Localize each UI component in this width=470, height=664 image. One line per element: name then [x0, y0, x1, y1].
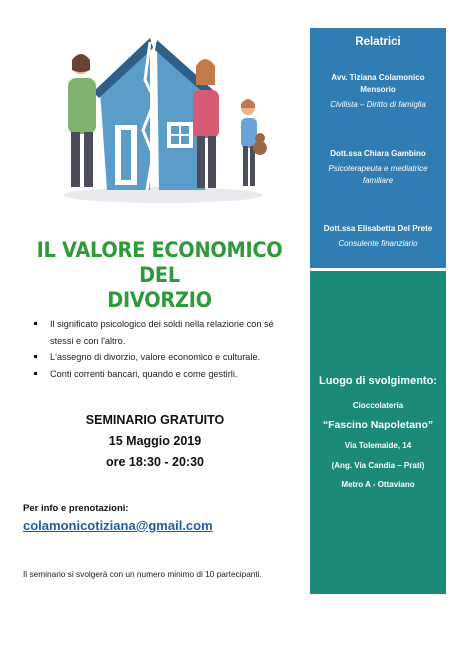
- list-item-text: Il significato psicologico dei soldi nella relazione con sé stessi e con l'altro.: [50, 319, 274, 346]
- broken-house-family-illustration: [55, 30, 275, 205]
- speaker-role: Civilista – Diritto di famiglia: [330, 100, 426, 109]
- seminar-time: ore 18:30 - 20:30: [106, 455, 204, 469]
- speaker-card: [310, 223, 446, 250]
- title-line: DIVORZIO: [107, 288, 212, 312]
- list-item-text: Conti correnti bancari, quando e come gestirli.: [50, 368, 238, 379]
- speaker-role: Consulente finanziario: [338, 239, 418, 248]
- speakers-heading: Relatrici: [355, 36, 401, 48]
- speakers-panel: [310, 28, 446, 268]
- venue-panel: [310, 271, 446, 594]
- list-item-text: L'assegno di divorzio, valore economico e culturale.: [50, 352, 261, 362]
- list-item: [32, 366, 294, 383]
- speaker-card: [310, 72, 446, 111]
- seminar-info: [40, 410, 270, 473]
- footnote: Il seminario si svolgerà con un numero minimo di 10 partecipanti.: [23, 569, 262, 579]
- seminar-type: SEMINARIO GRATUITO: [85, 413, 225, 427]
- seminar-date: 15 Maggio 2019: [108, 434, 202, 448]
- speaker-role: Psicoterapeuta e mediatrice: [328, 164, 428, 173]
- contact-label: Per info e prenotazioni:: [23, 503, 129, 514]
- venue-address: (Ang. Via Candia – Prati): [331, 461, 425, 470]
- list-item: [32, 316, 294, 349]
- contact-email-link[interactable]: colamonicotiziana@gmail.com: [23, 518, 213, 533]
- topic-list: [32, 316, 294, 382]
- speaker-card: [310, 148, 446, 187]
- venue-address: Via Tolemaide, 14: [344, 441, 412, 450]
- bullet-icon: [34, 372, 37, 375]
- list-item: [32, 349, 294, 366]
- title-line: IL VALORE ECONOMICO DEL: [36, 238, 283, 287]
- speaker-name: Mensorio: [360, 85, 396, 94]
- bullet-icon: [34, 322, 37, 325]
- speaker-name: Avv. Tiziana Colamonico: [331, 73, 425, 82]
- venue-name: “Fascino Napoletano”: [322, 419, 434, 431]
- speaker-name: Dott.ssa Chiara Gambino: [330, 149, 426, 158]
- venue-heading: Luogo di svolgimento:: [319, 375, 437, 387]
- speaker-name: Dott.ssa Elisabetta Del Prete: [323, 224, 433, 233]
- page-title: [24, 238, 295, 313]
- bullet-icon: [34, 355, 37, 358]
- venue-line: Cioccolateria: [352, 401, 404, 410]
- venue-metro: Metro A - Ottaviano: [341, 480, 415, 489]
- speaker-role: familiare: [362, 176, 394, 185]
